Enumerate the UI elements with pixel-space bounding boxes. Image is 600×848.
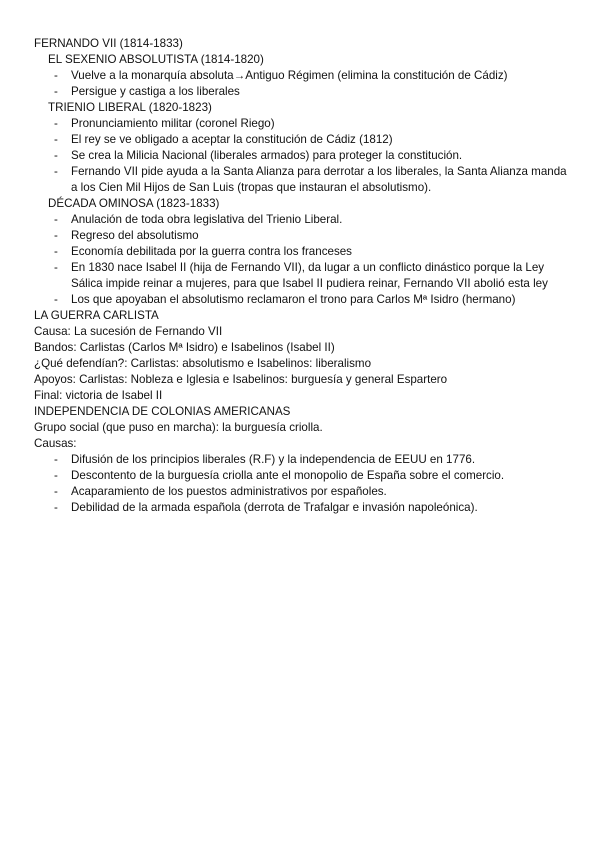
text-line: ¿Qué defendían?: Carlistas: absolutismo e Isabelinos: liberalismo [34,357,372,370]
bullet-dash: - [54,165,58,178]
list-item: - Anulación de toda obra legislativa del Trienio Liberal. [54,213,343,226]
list-item: - Los que apoyaban el absolutismo reclamaron el trono para Carlos Mª Isidro (hermano) [54,293,516,306]
section-heading-independencia: INDEPENDENCIA DE COLONIAS AMERICANAS [34,405,291,418]
list-item: - Fernando VII pide ayuda a la Santa Alianza para derrotar a los liberales, la Santa Alianza manda a los Cien Mil Hijos de San Luis (tropas que instauran el absolutismo). [54,165,567,194]
list-item: - Se crea la Milicia Nacional (liberales armados) para proteger la constitución. [54,149,463,162]
bullet-dash: - [54,485,58,498]
list-item: - Difusión de los principios liberales (R.F) y la independencia de EEUU en 1776. [54,453,476,466]
causas-label: Causas: [34,437,77,450]
bullet-dash: - [54,229,58,242]
bullet-dash: - [54,469,58,482]
subheading-sexenio: EL SEXENIO ABSOLUTISTA (1814-1820) [48,53,264,66]
list-item: - Persigue y castiga a los liberales [54,85,240,98]
bullet-dash: - [54,501,58,514]
bullet-dash: - [54,245,58,258]
subheading-trienio: TRIENIO LIBERAL (1820-1823) [48,101,212,114]
section-heading-guerra-carlista: LA GUERRA CARLISTA [34,309,159,322]
list-item: - Vuelve a la monarquía absoluta→Antiguo Régimen (elimina la constitución de Cádiz) [54,69,508,82]
list-item: - En 1830 nace Isabel II (hija de Fernando VII), da lugar a un conflicto dinástico porque la Ley Sálica impide reinar a mujeres, para que Isabel II pudiera reinar, Fernando VII abolió esta ley [54,261,548,290]
list-item: - El rey se ve obligado a aceptar la constitución de Cádiz (1812) [54,133,393,146]
bullet-dash: - [54,213,58,226]
text-line: Apoyos: Carlistas: Nobleza e Iglesia e Isabelinos: burguesía y general Espartero [34,373,448,386]
document-page [34,36,574,516]
subheading-decada-ominosa: DÉCADA OMINOSA (1823-1833) [48,197,220,210]
bullet-dash: - [54,453,58,466]
bullet-dash: - [54,293,58,306]
text-line: Causa: La sucesión de Fernando VII [34,325,223,338]
text-line: Grupo social (que puso en marcha): la burguesía criolla. [34,421,323,434]
list-item: - Descontento de la burguesía criolla ante el monopolio de España sobre el comercio. [54,469,505,482]
list-item: - Pronunciamiento militar (coronel Riego) [54,117,275,130]
bullet-dash: - [54,69,58,82]
text-line: Final: victoria de Isabel II [34,389,163,402]
bullet-dash: - [54,149,58,162]
section-heading-fernando-vii: FERNANDO VII (1814-1833) [34,37,183,50]
list-item: - Economía debilitada por la guerra contra los franceses [54,245,352,258]
list-item: - Acaparamiento de los puestos administrativos por españoles. [54,485,387,498]
text-line: Bandos: Carlistas (Carlos Mª Isidro) e Isabelinos (Isabel II) [34,341,335,354]
bullet-dash: - [54,117,58,130]
bullet-dash: - [54,133,58,146]
bullet-dash: - [54,261,58,274]
bullet-dash: - [54,85,58,98]
list-item: - Regreso del absolutismo [54,229,199,242]
list-item: - Debilidad de la armada española (derrota de Trafalgar e invasión napoleónica). [54,501,478,514]
